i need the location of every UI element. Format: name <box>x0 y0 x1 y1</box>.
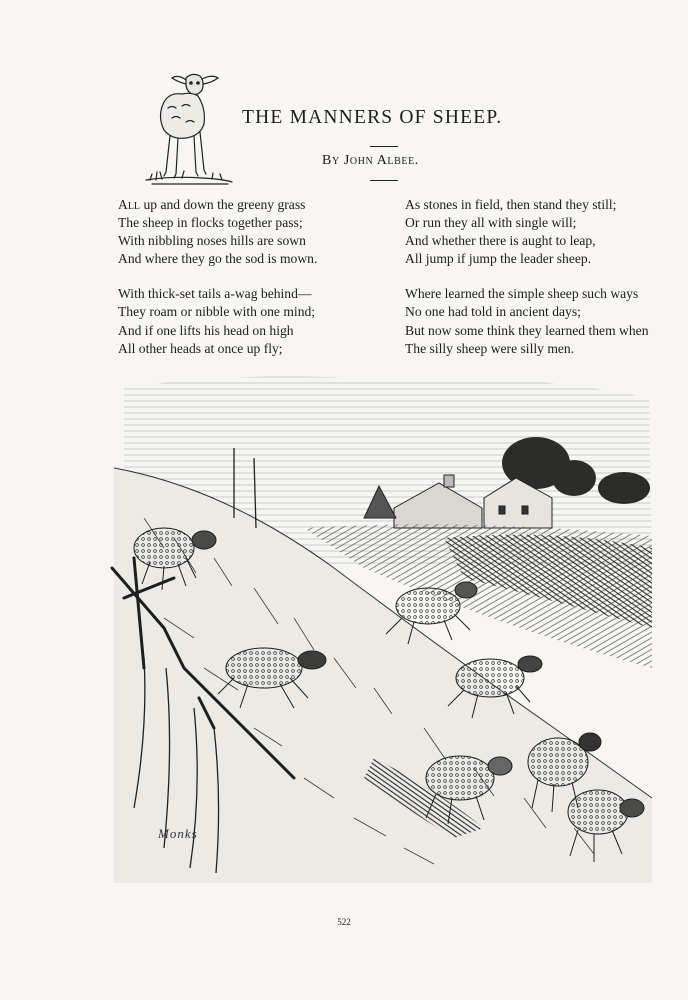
title-divider <box>370 146 398 147</box>
poem-line: And where they go the sod is mown. <box>118 251 318 267</box>
author-byline: By John Albee. <box>322 153 419 168</box>
poem-line <box>118 196 378 214</box>
poem-line: All other heads at once up fly; <box>118 340 283 356</box>
poem-line: And whether there is aught to leap, <box>405 233 596 249</box>
poem-line: And if one lifts his head on high <box>118 322 294 338</box>
poem-line: All jump if jump the leader sheep. <box>405 251 592 267</box>
poem-line: They roam or nibble with one mind; <box>118 304 316 320</box>
stanza-3 <box>405 196 685 268</box>
stanza-1 <box>118 196 378 268</box>
sheep-running-illustration <box>104 368 660 888</box>
poem-line: The silly sheep were silly men. <box>405 340 575 356</box>
poem-line: Where learned the simple sheep such ways <box>405 286 639 302</box>
poem-line-text: up and down the greeny grass <box>143 197 306 212</box>
poem-line: Or run they all with single will; <box>405 215 577 231</box>
sheep-vignette-icon <box>142 64 234 192</box>
poem-line: No one had told in ancient days; <box>405 304 581 320</box>
poem-line: The sheep in flocks together pass; <box>118 215 303 231</box>
byline-divider <box>370 180 398 181</box>
poem-line: But now some think they learned them when <box>405 322 649 338</box>
artist-signature: Monks <box>158 826 198 841</box>
poem-line: With thick-set tails a-wag behind— <box>118 286 312 302</box>
poem-left-column <box>118 196 378 375</box>
poem-right-column <box>405 196 685 375</box>
poem-line: With nibbling noses hills are sown <box>118 233 306 249</box>
poem-line: As stones in field, then stand they still; <box>405 197 617 212</box>
stanza-2 <box>118 285 378 357</box>
article-title: THE MANNERS OF SHEEP. <box>242 107 503 128</box>
page-number: 522 <box>337 917 351 927</box>
drop-lead-word: All <box>118 197 141 212</box>
stanza-4 <box>405 285 685 357</box>
